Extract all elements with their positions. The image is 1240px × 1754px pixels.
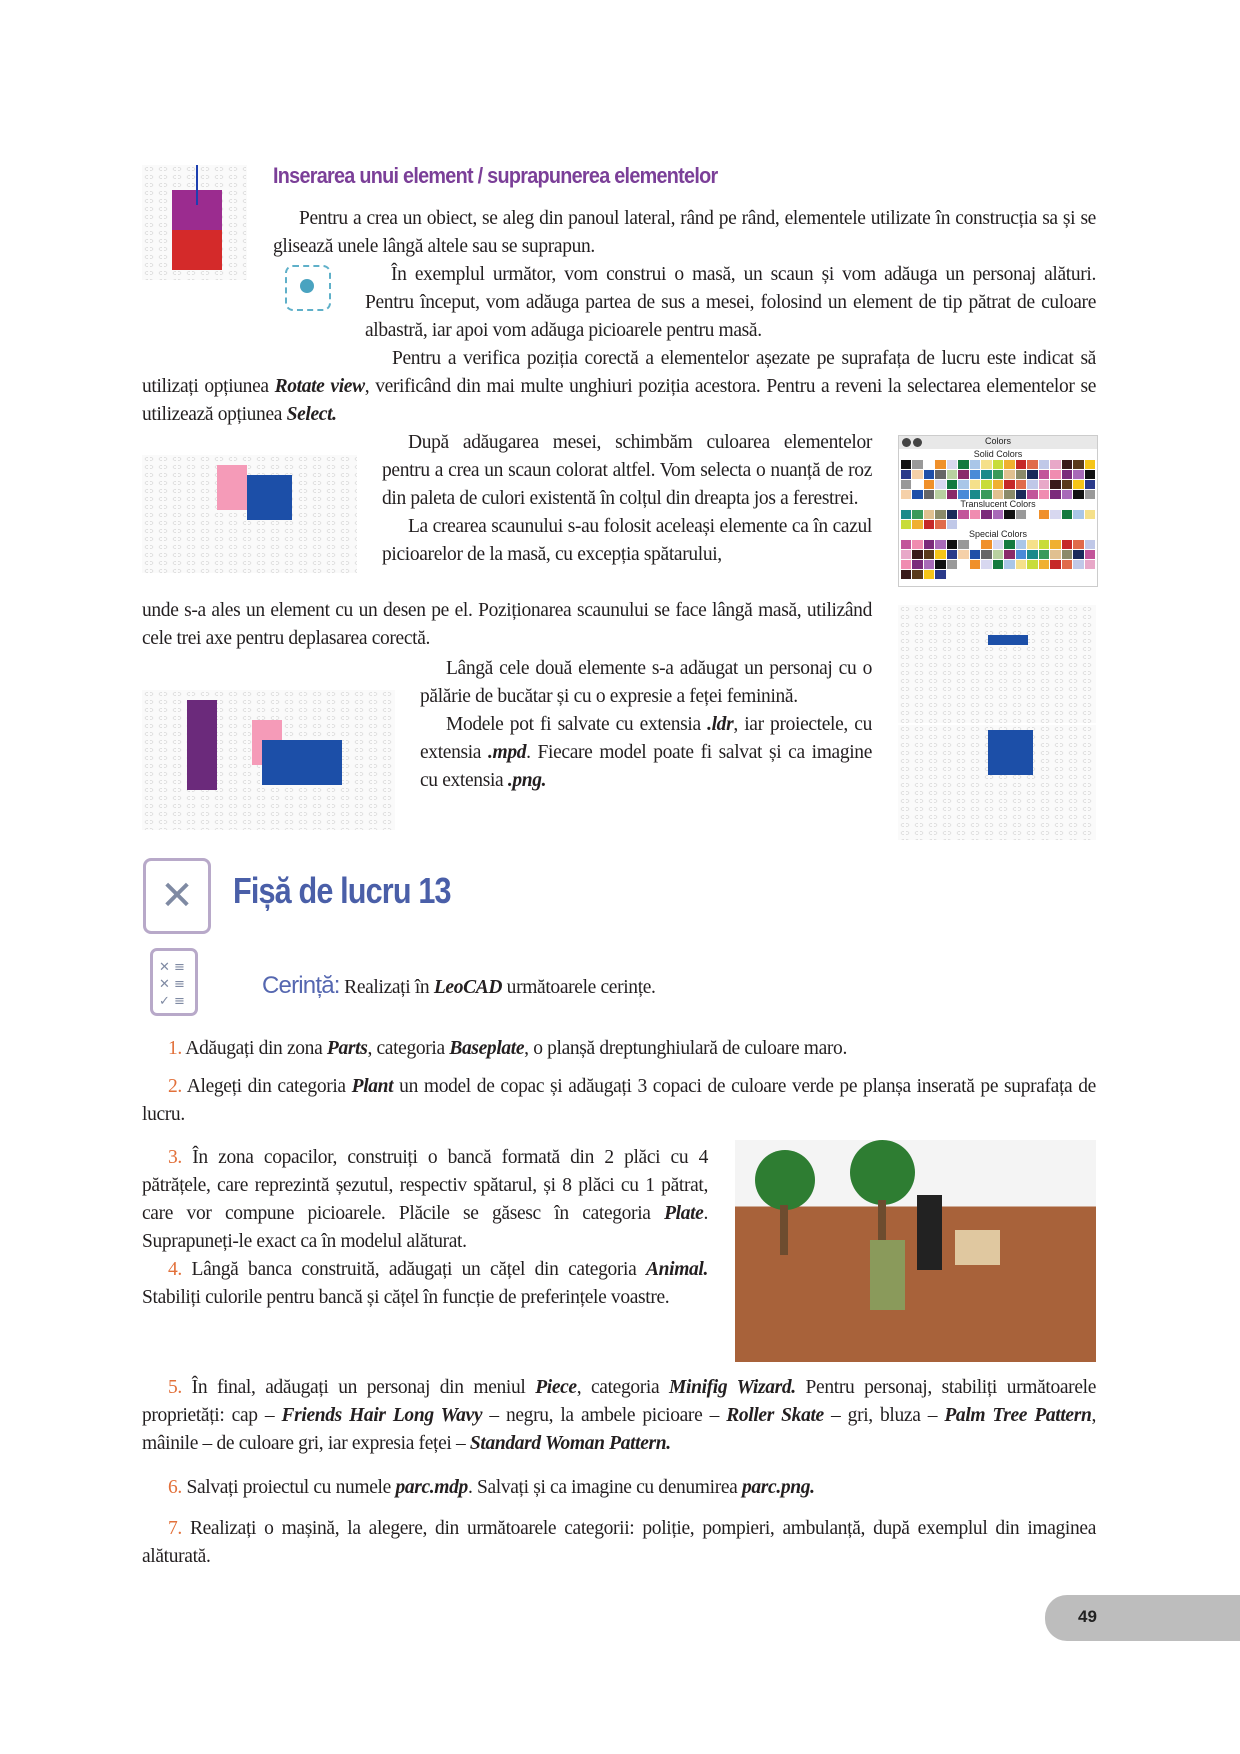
color-swatch[interactable]	[1004, 470, 1014, 479]
color-swatch[interactable]	[924, 510, 934, 519]
paragraph-text: Pentru a verifica poziția corectă a elementelor așezate pe suprafața de lucru este indicat să utilizați opțiunea Rotate view, verificând din mai multe unghiuri poziția acestora. Pentru a reveni la selectarea elementelor se utilizează opțiunea Select.	[142, 348, 1096, 425]
color-swatch[interactable]	[993, 480, 1003, 489]
color-swatch[interactable]	[981, 480, 991, 489]
color-swatch[interactable]	[1027, 470, 1037, 479]
task-5: 5. În final, adăugați un personaj din meniul Piece, categoria Minifig Wizard. Pentru personaj, stabiliți următoarele proprietăți: cap – Friends Hair Long Wavy – negru, la ambele picioare – Roller Skate – gri, bluza – Palm Tree Pattern, mâinile – de culoare gri, iar expresia feței – Standard Woman Pattern.	[142, 1377, 1096, 1454]
color-swatch[interactable]	[912, 480, 922, 489]
color-swatch[interactable]	[1027, 560, 1037, 569]
color-swatch[interactable]	[901, 510, 911, 519]
color-swatch[interactable]	[935, 480, 945, 489]
color-swatch[interactable]	[1050, 460, 1060, 469]
color-swatch[interactable]	[970, 480, 980, 489]
color-swatch[interactable]	[1027, 540, 1037, 549]
color-swatch[interactable]	[1016, 560, 1026, 569]
color-swatch[interactable]	[1016, 490, 1026, 499]
color-swatch[interactable]	[1085, 490, 1095, 499]
task-2: 2. Alegeți din categoria Plant un model de copac și adăugați 3 copaci de culoare verde pe planșa inserată pe suprafața de lucru.	[142, 1076, 1096, 1125]
color-swatch[interactable]	[947, 540, 957, 549]
park-scene-image	[735, 1140, 1096, 1362]
color-swatch[interactable]	[924, 570, 934, 579]
color-swatch[interactable]	[1016, 540, 1026, 549]
color-swatch[interactable]	[924, 480, 934, 489]
requirement-label: Cerință:	[262, 972, 340, 999]
color-swatch[interactable]	[1039, 490, 1049, 499]
paragraph-6	[420, 655, 872, 795]
color-swatch[interactable]	[924, 460, 934, 469]
color-swatch[interactable]	[1050, 560, 1060, 569]
color-swatch[interactable]	[1004, 540, 1014, 549]
color-swatch[interactable]	[981, 490, 991, 499]
color-swatch[interactable]	[970, 510, 980, 519]
color-swatch[interactable]	[1004, 510, 1014, 519]
color-swatch[interactable]	[1085, 480, 1095, 489]
color-swatch[interactable]	[1073, 560, 1083, 569]
color-swatch[interactable]	[935, 470, 945, 479]
color-swatch[interactable]	[901, 560, 911, 569]
color-swatch[interactable]	[1016, 480, 1026, 489]
pink-chair-table-image	[142, 455, 357, 573]
special-colors-label: Special Colors	[968, 529, 1028, 539]
color-swatch[interactable]	[993, 470, 1003, 479]
task-6: 6. Salvați proiectul cu numele parc.mdp. Salvați și ca imagine cu denumirea parc.png.	[168, 1477, 815, 1498]
paragraph-text: Lângă cele două elemente s-a adăugat un personaj cu o pălărie de bucătar și cu o expresie a feței feminină.	[420, 658, 872, 707]
color-swatch[interactable]	[924, 490, 934, 499]
color-swatch[interactable]	[1039, 560, 1049, 569]
paragraph-4	[382, 429, 872, 569]
color-swatch[interactable]	[958, 550, 968, 559]
page-number-tab	[1045, 1595, 1240, 1641]
touch-hand-icon	[285, 265, 331, 311]
checklist-icon: ✕ ≡ ✕ ≡ ✓ ≡	[150, 948, 198, 1016]
color-swatch[interactable]	[947, 480, 957, 489]
task-7: 7. Realizați o mașină, la alegere, din următoarele categorii: poliție, pompieri, ambulanță, după exemplul din imaginea alăturată.	[142, 1518, 1096, 1567]
special-color-swatches[interactable]	[901, 540, 1095, 579]
color-swatch[interactable]	[1062, 480, 1072, 489]
color-swatch[interactable]	[1050, 470, 1060, 479]
color-swatch[interactable]	[1050, 490, 1060, 499]
close-icon[interactable]	[902, 438, 911, 447]
color-swatch[interactable]	[1050, 510, 1060, 519]
color-swatch[interactable]	[1062, 560, 1072, 569]
paragraph-text: Modele pot fi salvate cu extensia .ldr, iar proiectele, cu extensia .mpd. Fiecare model poate fi salvat și ca imagine cu extensia .png.	[420, 714, 872, 791]
restore-icon[interactable]	[913, 438, 922, 447]
color-swatch[interactable]	[947, 470, 957, 479]
color-swatch[interactable]	[1016, 460, 1026, 469]
color-swatch[interactable]	[1085, 540, 1095, 549]
color-swatch[interactable]	[1039, 460, 1049, 469]
color-swatch[interactable]	[912, 560, 922, 569]
color-swatch[interactable]	[901, 520, 911, 529]
color-swatch[interactable]	[935, 520, 945, 529]
paragraph-1	[273, 205, 1096, 261]
requirement-line: Cerință: Realizați în LeoCAD următoarele cerințe.	[262, 972, 656, 999]
color-swatch[interactable]	[1062, 460, 1072, 469]
color-swatch[interactable]	[1004, 460, 1014, 469]
worksheet-title: Fișă de lucru 13	[233, 870, 451, 911]
color-swatch[interactable]	[1004, 550, 1014, 559]
color-swatch[interactable]	[1062, 540, 1072, 549]
paragraph-text: La crearea scaunului s-au folosit aceleași elemente ca în cazul picioarelor de la masă, cu excepția spătarului,	[382, 516, 872, 565]
color-swatch[interactable]	[901, 460, 911, 469]
colors-panel	[898, 435, 1098, 587]
color-swatch[interactable]	[981, 460, 991, 469]
color-swatch[interactable]	[935, 540, 945, 549]
color-swatch[interactable]	[958, 490, 968, 499]
color-swatch[interactable]	[1073, 540, 1083, 549]
color-swatch[interactable]	[1085, 470, 1095, 479]
color-swatch[interactable]	[1039, 550, 1049, 559]
color-swatch[interactable]	[993, 490, 1003, 499]
color-swatch[interactable]	[1050, 480, 1060, 489]
color-swatch[interactable]	[1085, 460, 1095, 469]
color-swatch[interactable]	[924, 470, 934, 479]
color-swatch[interactable]	[1062, 470, 1072, 479]
color-swatch[interactable]	[947, 490, 957, 499]
paragraph-3	[142, 345, 1096, 429]
color-swatch[interactable]	[958, 560, 968, 569]
color-swatch[interactable]	[912, 550, 922, 559]
color-swatch[interactable]	[1085, 560, 1095, 569]
color-swatch[interactable]	[901, 480, 911, 489]
paragraph-2	[365, 261, 1096, 345]
color-swatch[interactable]	[912, 570, 922, 579]
color-swatch[interactable]	[1050, 550, 1060, 559]
paragraph-text: unde s-a ales un element cu un desen pe el. Poziționarea scaunului se face lângă masă, utilizând cele trei axe pentru deplasarea corectă.	[142, 600, 872, 649]
color-swatch[interactable]	[1073, 480, 1083, 489]
color-swatch[interactable]	[970, 550, 980, 559]
color-swatch[interactable]	[901, 550, 911, 559]
color-swatch[interactable]	[1027, 550, 1037, 559]
color-swatch[interactable]	[912, 510, 922, 519]
color-swatch[interactable]	[1085, 510, 1095, 519]
color-swatch[interactable]	[1073, 460, 1083, 469]
solid-color-swatches[interactable]	[901, 460, 1095, 499]
page-number: 49	[1078, 1607, 1097, 1626]
color-swatch[interactable]	[947, 560, 957, 569]
paragraph-5	[142, 597, 872, 653]
color-swatch[interactable]	[1050, 540, 1060, 549]
color-swatch[interactable]	[993, 540, 1003, 549]
color-swatch[interactable]	[1039, 470, 1049, 479]
color-swatch[interactable]	[958, 460, 968, 469]
color-swatch[interactable]	[993, 460, 1003, 469]
task-4: 4. Lângă banca construită, adăugați un cățel din categoria Animal. Stabiliți culorile pentru bancă și cățel în funcție de preferințele voastre.	[142, 1259, 708, 1308]
color-swatch[interactable]	[1073, 470, 1083, 479]
color-swatch[interactable]	[1004, 480, 1014, 489]
solid-colors-label: Solid Colors	[973, 449, 1023, 459]
color-swatch[interactable]	[1062, 490, 1072, 499]
color-swatch[interactable]	[1016, 510, 1026, 519]
color-swatch[interactable]	[912, 540, 922, 549]
panel-title: Colors	[984, 436, 1011, 446]
color-swatch[interactable]	[958, 480, 968, 489]
color-swatch[interactable]	[935, 570, 945, 579]
color-swatch[interactable]	[1027, 480, 1037, 489]
color-swatch[interactable]	[901, 490, 911, 499]
color-swatch[interactable]	[970, 490, 980, 499]
color-swatch[interactable]	[1027, 490, 1037, 499]
color-swatch[interactable]	[993, 560, 1003, 569]
task-3: 3. În zona copacilor, construiți o bancă formată din 2 plăci cu 4 pătrățele, care reprezintă șezutul, respectiv spătarul, și 8 plăci cu 1 pătrat, care vor compune picioarele. Plăcile se găsesc în categoria Plate. Suprapuneți-le exact ca în modelul alăturat.	[142, 1147, 708, 1252]
table-top-image	[898, 605, 1096, 723]
color-swatch[interactable]	[924, 520, 934, 529]
color-swatch[interactable]	[993, 510, 1003, 519]
color-swatch[interactable]	[1016, 550, 1026, 559]
color-swatch[interactable]	[1027, 460, 1037, 469]
color-swatch[interactable]	[1039, 540, 1049, 549]
tools-icon: ✕	[143, 858, 211, 934]
color-swatch[interactable]	[981, 560, 991, 569]
color-swatch[interactable]	[947, 550, 957, 559]
color-swatch[interactable]	[901, 540, 911, 549]
color-swatch[interactable]	[1039, 510, 1049, 519]
color-swatch[interactable]	[947, 510, 957, 519]
color-swatch[interactable]	[924, 550, 934, 559]
color-swatch[interactable]	[958, 510, 968, 519]
color-swatch[interactable]	[981, 510, 991, 519]
color-swatch[interactable]	[912, 520, 922, 529]
color-swatch[interactable]	[912, 460, 922, 469]
color-swatch[interactable]	[1062, 550, 1072, 559]
color-swatch[interactable]	[935, 510, 945, 519]
color-swatch[interactable]	[970, 460, 980, 469]
color-swatch[interactable]	[1016, 470, 1026, 479]
paragraph-text: În exemplul următor, vom construi o masă, un scaun și vom adăuga un personaj alături. Pentru început, vom adăuga partea de sus a mesei, folosind un element de tip pătrat de culoare albastră, iar apoi vom adăuga picioarele pentru masă.	[365, 264, 1096, 341]
color-swatch[interactable]	[947, 460, 957, 469]
color-swatch[interactable]	[970, 470, 980, 479]
color-swatch[interactable]	[1004, 560, 1014, 569]
color-swatch[interactable]	[935, 460, 945, 469]
color-swatch[interactable]	[970, 540, 980, 549]
color-swatch[interactable]	[935, 490, 945, 499]
paragraph-text: Pentru a crea un obiect, se aleg din panoul lateral, rând pe rând, elementele utilizate în construcția sa și se glisează unele lângă altele sau se suprapun.	[273, 208, 1096, 257]
color-swatch[interactable]	[924, 560, 934, 569]
color-swatch[interactable]	[958, 540, 968, 549]
translucent-color-swatches[interactable]	[901, 510, 1095, 529]
color-swatch[interactable]	[935, 560, 945, 569]
color-swatch[interactable]	[1085, 550, 1095, 559]
color-swatch[interactable]	[912, 470, 922, 479]
color-swatch[interactable]	[1027, 510, 1037, 519]
brick-stack-image	[142, 165, 247, 280]
color-swatch[interactable]	[901, 570, 911, 579]
chef-character-image	[142, 690, 395, 830]
color-swatch[interactable]	[924, 540, 934, 549]
color-swatch[interactable]	[935, 550, 945, 559]
color-swatch[interactable]	[1062, 510, 1072, 519]
color-swatch[interactable]	[1073, 550, 1083, 559]
color-swatch[interactable]	[1073, 490, 1083, 499]
section-heading: Inserarea unui element / suprapunerea elementelor	[273, 163, 718, 188]
color-swatch[interactable]	[1004, 490, 1014, 499]
color-swatch[interactable]	[958, 470, 968, 479]
color-swatch[interactable]	[981, 540, 991, 549]
color-swatch[interactable]	[912, 490, 922, 499]
color-swatch[interactable]	[1039, 480, 1049, 489]
color-swatch[interactable]	[970, 560, 980, 569]
translucent-colors-label: Translucent Colors	[960, 499, 1036, 509]
color-swatch[interactable]	[993, 550, 1003, 559]
color-swatch[interactable]	[901, 470, 911, 479]
color-swatch[interactable]	[981, 550, 991, 559]
color-swatch[interactable]	[981, 470, 991, 479]
paragraph-text: După adăugarea mesei, schimbăm culoarea elementelor pentru a crea un scaun colorat altfel. Vom selecta o nuanță de roz din paleta de culori existentă în colțul din dreapta jos a ferestrei.	[382, 432, 872, 509]
table-legs-image	[898, 725, 1096, 840]
task-1: 1. Adăugați din zona Parts, categoria Baseplate, o planșă dreptunghiulară de culoare maro.	[168, 1038, 847, 1059]
color-swatch[interactable]	[947, 520, 957, 529]
color-swatch[interactable]	[1073, 510, 1083, 519]
